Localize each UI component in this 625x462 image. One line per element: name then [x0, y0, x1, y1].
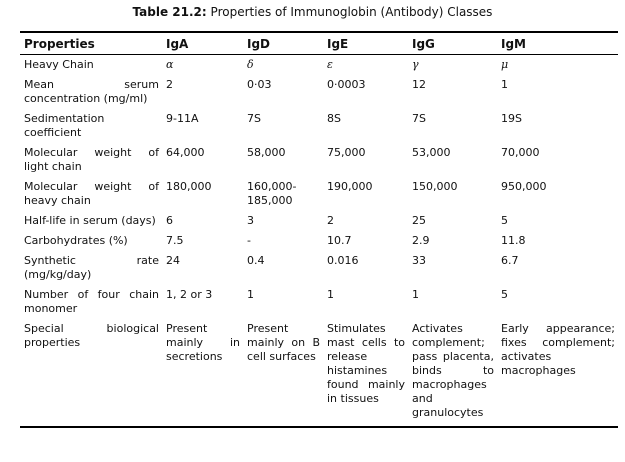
- table-cell: 70,000: [501, 146, 540, 159]
- table-row: [20, 285, 618, 319]
- table-cell: 190,000: [327, 180, 373, 193]
- table-cell: 75,000: [327, 146, 366, 159]
- table-cell: γ: [412, 58, 419, 71]
- table-cell: 0·03: [247, 78, 272, 91]
- table-row: [20, 55, 618, 76]
- row-label: Special biological properties: [20, 319, 162, 427]
- header-igg: IgG: [408, 32, 497, 55]
- table-row: [20, 231, 618, 251]
- table-cell: δ: [247, 58, 254, 71]
- table-cell: 180,000: [166, 180, 212, 193]
- table-caption: [0, 5, 625, 19]
- table-cell: 8S: [327, 112, 341, 125]
- table-cell: -: [247, 234, 251, 247]
- table-cell: 950,000: [501, 180, 547, 193]
- table-row: [20, 319, 618, 427]
- table-cell: 53,000: [412, 146, 451, 159]
- table-cell: ε: [327, 58, 333, 71]
- table-cell: 7.5: [166, 234, 184, 247]
- table-cell: 160,000-185,000: [247, 180, 297, 207]
- table-cell: 6: [166, 214, 173, 227]
- table-cell: 12: [412, 78, 426, 91]
- table-cell: 1: [412, 288, 419, 301]
- table-cell: 33: [412, 254, 426, 267]
- table-row: [20, 109, 618, 143]
- table-cell: 6.7: [501, 254, 519, 267]
- row-label: Synthetic rate (mg/kg/day): [24, 254, 159, 281]
- header-iga: IgA: [162, 32, 243, 55]
- header-row: [20, 32, 618, 55]
- table-cell: Present mainly on B cell surfaces: [243, 319, 323, 427]
- table-cell: 64,000: [166, 146, 205, 159]
- table-cell: 5: [501, 214, 508, 227]
- table-cell: 9-11A: [166, 112, 199, 125]
- table-cell: 0.016: [327, 254, 359, 267]
- properties-table: [20, 31, 618, 428]
- header-igd: IgD: [243, 32, 323, 55]
- table-cell: 150,000: [412, 180, 458, 193]
- caption-text: Properties of Immunoglobin (Antibody) Classes: [210, 5, 493, 19]
- row-label: Half-life in serum (days): [24, 214, 156, 227]
- header-ige: IgE: [323, 32, 408, 55]
- table-row: [20, 143, 618, 177]
- caption-label: Table 21.2:: [132, 5, 207, 19]
- table-cell: 19S: [501, 112, 522, 125]
- row-label: Sedimentation coefficient: [24, 112, 105, 139]
- table-cell: 1: [327, 288, 334, 301]
- table-cell: 58,000: [247, 146, 286, 159]
- table-cell: 1: [501, 78, 508, 91]
- table-row: [20, 177, 618, 211]
- table-cell: Early appearance; fixes complement; activates macrophages: [497, 319, 618, 427]
- table-cell: 7S: [412, 112, 426, 125]
- table-cell: 11.8: [501, 234, 526, 247]
- table-cell: α: [166, 58, 174, 71]
- row-label: Carbohydrates (%): [24, 234, 128, 247]
- table-row: [20, 75, 618, 109]
- row-label: Number of four chain monomer: [24, 288, 159, 315]
- table-cell: 2: [327, 214, 334, 227]
- table-cell: 24: [166, 254, 180, 267]
- table-cell: 3: [247, 214, 254, 227]
- table-row: [20, 251, 618, 285]
- table-cell: 7S: [247, 112, 261, 125]
- row-label: Mean serum concentration (mg/ml): [24, 78, 159, 105]
- table-cell: 1: [247, 288, 254, 301]
- header-properties: Properties: [20, 32, 162, 55]
- table-cell: Activates complement; pass placenta, binds to macrophages and granulocytes: [408, 319, 497, 427]
- table-cell: 2.9: [412, 234, 430, 247]
- row-label: Heavy Chain: [24, 58, 94, 71]
- table-cell: Stimulates mast cells to release histamines found mainly in tissues: [323, 319, 408, 427]
- table-cell: Present mainly in secretions: [162, 319, 243, 427]
- table-cell: 0·0003: [327, 78, 366, 91]
- table-cell: μ: [501, 58, 509, 71]
- table-cell: 5: [501, 288, 508, 301]
- table-cell: 0.4: [247, 254, 265, 267]
- row-label: Molecular weight of light chain: [24, 146, 159, 173]
- row-label: Molecular weight of heavy chain: [24, 180, 159, 207]
- header-igm: IgM: [497, 32, 618, 55]
- table-cell: 1, 2 or 3: [166, 288, 213, 301]
- table-cell: 25: [412, 214, 426, 227]
- table-row: [20, 211, 618, 231]
- table-cell: 10.7: [327, 234, 352, 247]
- table-cell: 2: [166, 78, 173, 91]
